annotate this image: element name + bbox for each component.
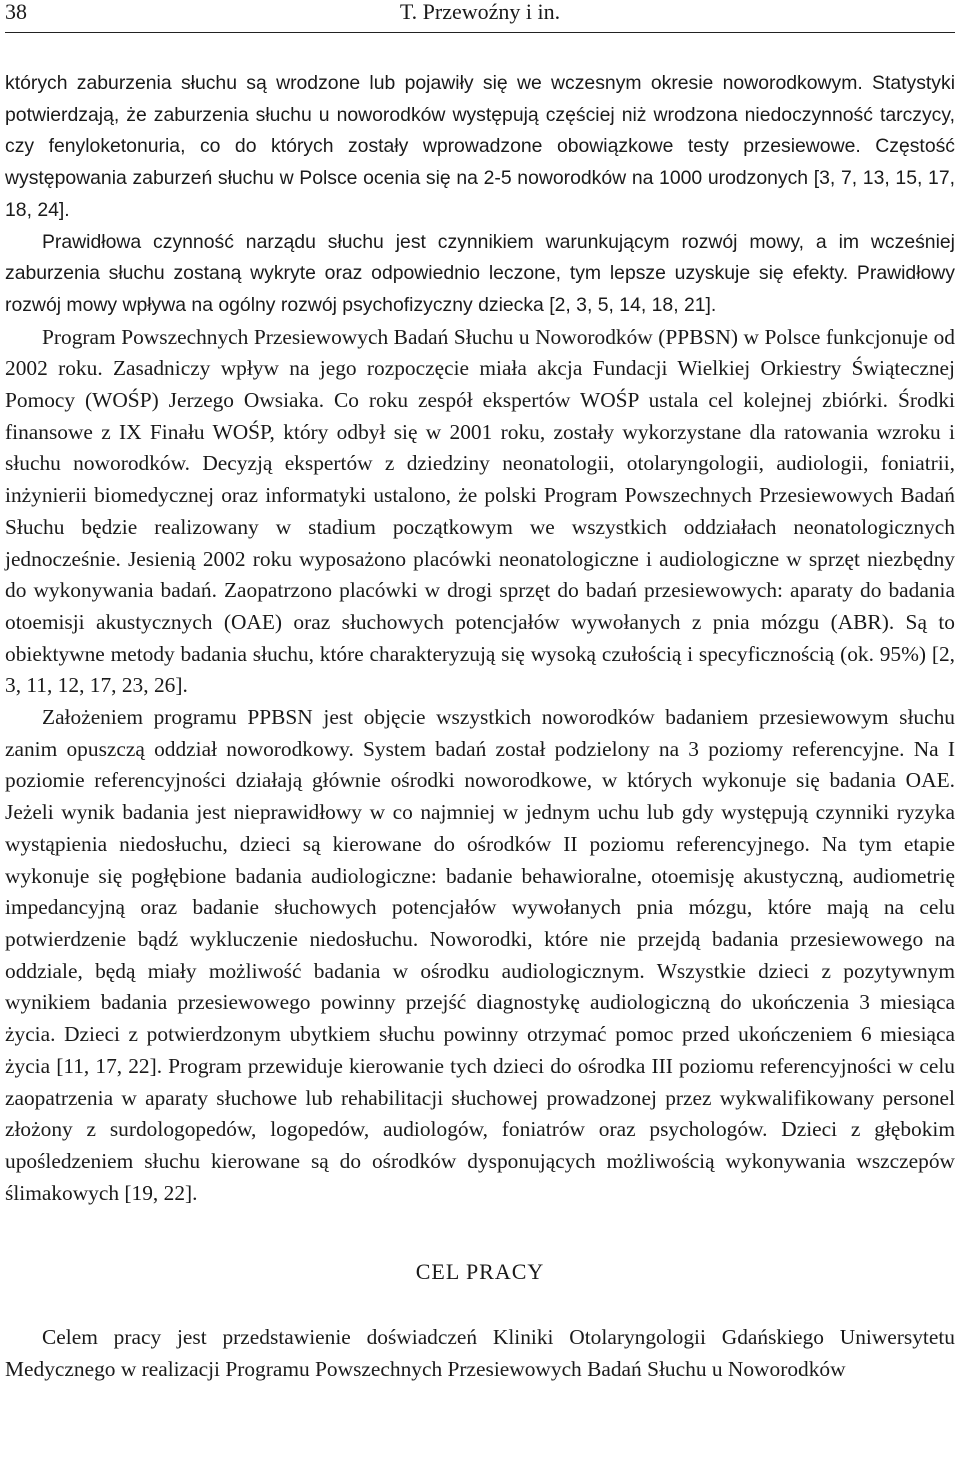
section-heading-cel-pracy: CEL PRACY [415, 1259, 545, 1285]
paragraph-program-assumptions: Założeniem programu PPBSN jest objęcie wszystkich noworodków badaniem przesiewowym słuchu zanim opuszczą oddział noworodkowy. System badań został podzielony na 3 poziomy referencyjne. Na I poziomie referencyjności działają głównie ośrodki noworodkowe, w których wykonuje się badania OAE. Jeżeli wynik badania jest nieprawidłowy w co najmniej w jednym uchu lub gdy występują czynniki ryzyka wystąpienia niedosłuchu, dzieci są kierowane do ośrodków II poziomu referencyjnego. Na tym etapie wykonuje się pogłębione badania audiologiczne: badanie behawioralne, otoemisję akustyczną, audiometrię impedancyjną oraz badanie słuchowych potencjałów wywołanych pnia mózgu, które mają na celu potwierdzenie bądź wykluczenie niedosłuchu. Noworodki, które nie przejdą badania przesiewowego na oddziale, będą miały możliwość badania w ośrodku audiologicznym. Wszystkie dzieci z pozytywnym wynikiem badania przesiewowego powinny przejść diagnostykę audiologiczną do ukończenia 3 miesiąca życia. Dzieci z potwierdzonym ubytkiem słuchu powinny otrzymać pomoc przed ukończeniem 6 miesiąca życia [11, 17, 22]. Program przewiduje kierowanie tych dzieci do ośrodka III poziomu referencyjności w celu zaopatrzenia w aparaty słuchowe lub rehabilitacji słuchowej prowadzonej przez wykwalifikowany personel złożony z surdologopedów, logopedów, audiologów, foniatrów oraz psychologów. Dzieci z głębokim upośledzeniem słuchu kierowane są do ośrodków dysponujących możliwością wykonywania wszczepów ślimakowych [19, 22]. [5, 705, 955, 1205]
paragraph-speech-development: Prawidłowa czynność narządu słuchu jest czynnikiem warunkującym rozwój mowy, a im wcześniej zaburzenia słuchu zostaną wykryte oraz odpowiednio leczone, tym lepsze uzyskuje się efekty. Prawidłowy rozwój mowy wpływa na ogólny rozwój psychofizyczny dziecka [2, 3, 5, 14, 18, 21]. [5, 230, 955, 316]
running-title: T. Przewoźny i in. [399, 0, 561, 24]
paragraph-aim: Celem pracy jest przedstawienie doświadczeń Kliniki Otolaryngologii Gdańskiego Uniwersytetu Medycznego w realizacji Programu Powszechnych Przesiewowych Badań Słuchu u Noworodków [5, 1325, 955, 1382]
paragraph-aim-container [5, 1322, 955, 1386]
paragraph-ppbsn-program: Program Powszechnych Przesiewowych Badań Słuchu u Noworodków (PPBSN) w Polsce funkcjonuje od 2002 roku. Zasadniczy wpływ na jego rozpoczęcie miała akcja Fundacji Wielkiej Orkiestry Świątecznej Pomocy (WOŚP) Jerzego Owsiaka. Co roku zespół ekspertów WOŚP ustala cel kolejnej zbiórki. Środki finansowe z IX Finału WOŚP, który odbył się w 2001 roku, zostały wykorzystane dla ratowania wzroku i słuchu noworodków. Decyzją ekspertów z dziedziny neonatologii, otolaryngologii, audiologii, foniatrii, inżynierii biomedycznej oraz informatyki ustalono, że polski Program Powszechnych Przesiewowych Badań Słuchu będzie realizowany w stadium początkowym we wszystkich oddziałach neonatologicznych jednocześnie. Jesienią 2002 roku wyposażono placówki neonatologiczne i audiologiczne w sprzęt niezbędny do wykonywania badań. Zaopatrzono placówki w drogi sprzęt do badań przesiewowych: aparaty do badania otoemisji akustycznych (OAE) oraz słuchowych potencjałów wywołanych z pnia mózgu (ABR). Są to obiektywne metody badania słuchu, które charakteryzują się wysoką czułością i specyficznością (ok. 95%) [2, 3, 11, 12, 17, 23, 26]. [5, 324, 955, 698]
page-number: 38 [5, 0, 27, 24]
running-header [5, 0, 955, 24]
paragraph-hearing-statistics: których zaburzenia słuchu są wrodzone lub pojawiły się we wczesnym okresie noworodkowym. Statystyki potwierdzają, że zaburzenia słuchu u noworodków występują częściej niż wrodzona niedoczynność tarczycy, czy fenyloketonuria, co do których zostały wprowadzone obowiązkowe testy przesiewowe. Częstość występowania zaburzeń słuchu w Polsce ocenia się na 2-5 noworodków na 1000 urodzonych [3, 7, 13, 15, 17, 18, 24]. [5, 72, 955, 221]
header-rule [5, 32, 955, 33]
